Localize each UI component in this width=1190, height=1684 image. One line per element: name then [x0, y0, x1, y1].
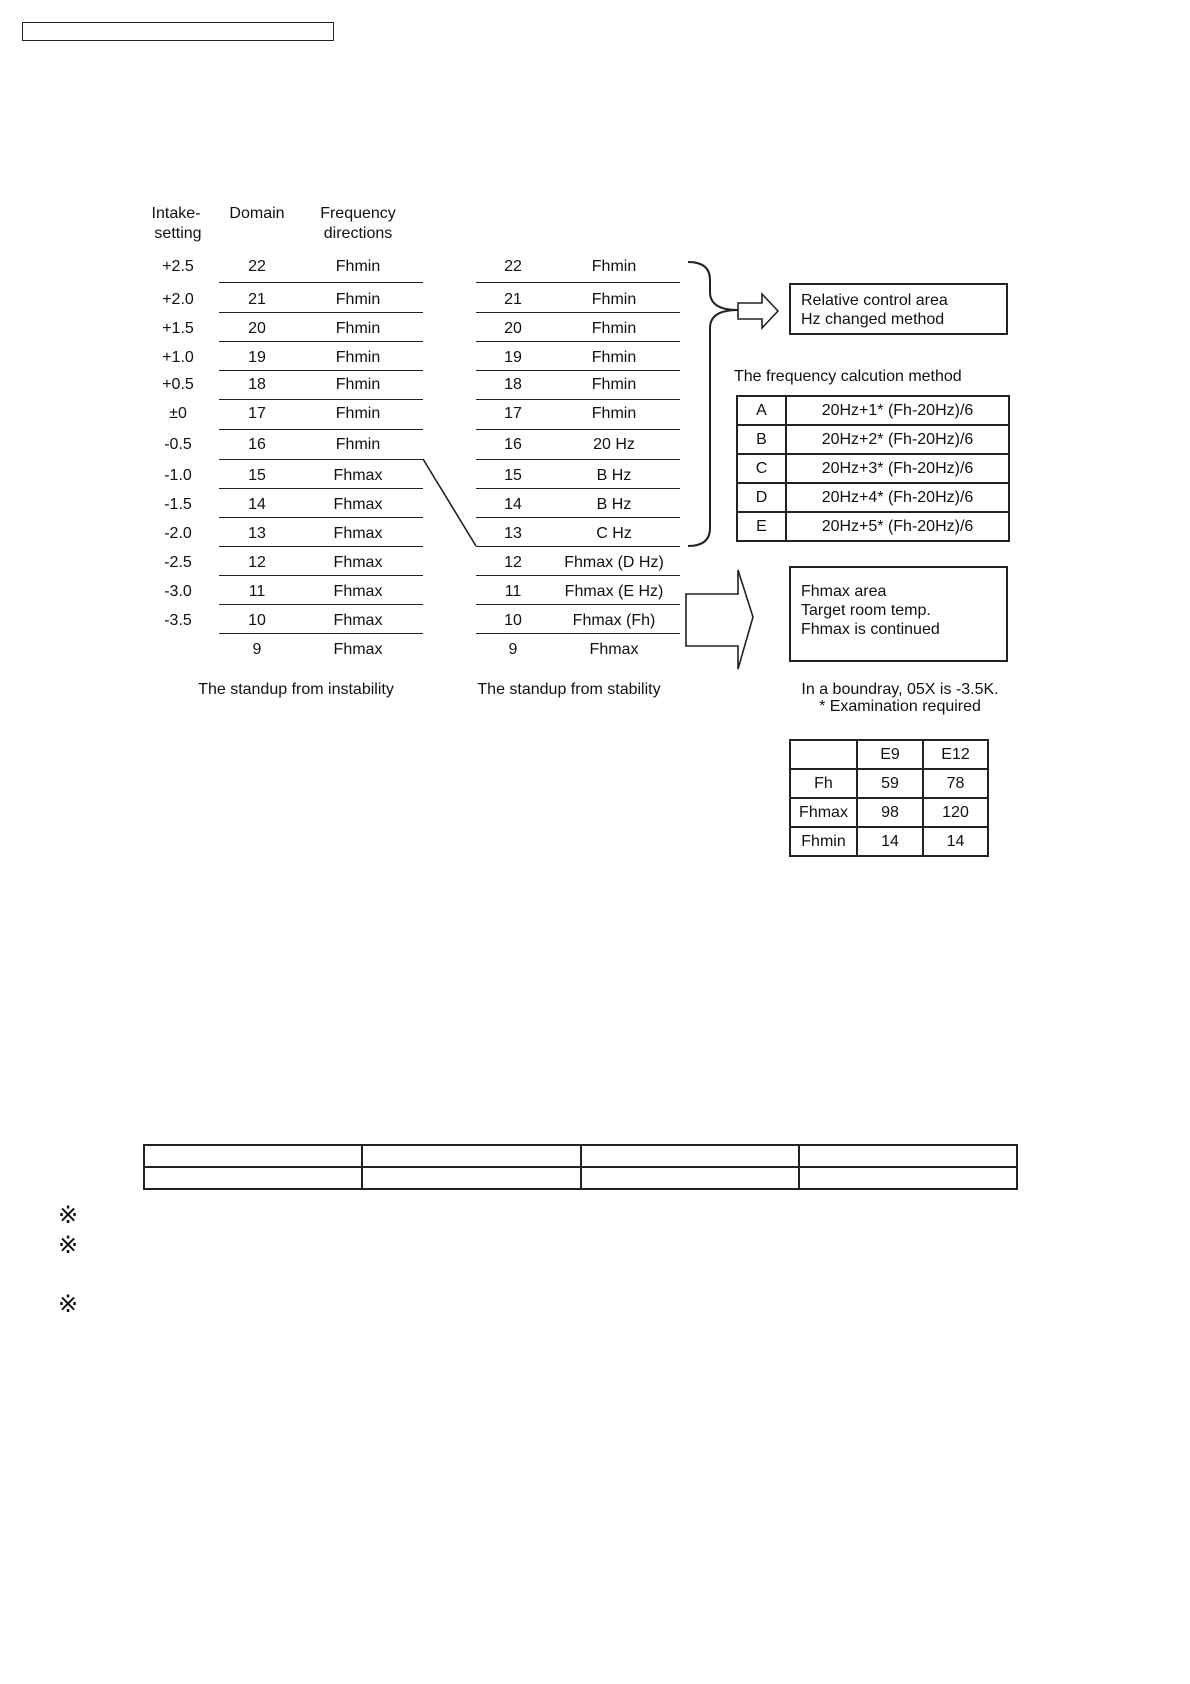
row-setting: +2.0 — [162, 291, 194, 308]
caption-instability: The standup from instability — [198, 681, 394, 698]
row-mid-domain: 20 — [504, 320, 522, 337]
caption-stability: The standup from stability — [477, 681, 661, 698]
arrow-right-icon — [738, 294, 778, 328]
model-header-e9: E9 — [857, 740, 923, 769]
calc-key: C — [737, 454, 786, 483]
row-mid-freq: Fhmin — [591, 376, 637, 393]
row-left-freq: Fhmax — [333, 583, 383, 600]
calc-formula: 20Hz+1* (Fh-20Hz)/6 — [786, 396, 1009, 425]
row-left-freq: Fhmax — [333, 525, 383, 542]
header-intake-line2: setting — [154, 225, 202, 242]
empty-cell — [581, 1167, 799, 1189]
model-value-e9: 14 — [857, 827, 923, 856]
row-mid-freq: B Hz — [596, 496, 632, 513]
row-mid-freq: B Hz — [596, 467, 632, 484]
table-row — [790, 798, 988, 827]
row-setting: +1.0 — [162, 349, 194, 366]
model-value-e9: 98 — [857, 798, 923, 827]
row-mid-domain: 15 — [504, 467, 522, 484]
caption-boundary-line2: * Examination required — [819, 698, 981, 715]
model-value-e12: 120 — [923, 798, 988, 827]
empty-bottom-table — [143, 1144, 1018, 1190]
row-domain: 21 — [248, 291, 266, 308]
row-setting: +1.5 — [162, 320, 194, 337]
fhmax-line3: Fhmax is continued — [801, 621, 940, 638]
header-frequency-line1: Frequency — [320, 205, 396, 222]
row-domain: 9 — [252, 641, 262, 658]
row-mid-freq: C Hz — [596, 525, 632, 542]
relative-control-box — [789, 283, 1008, 335]
table-row — [144, 1145, 1017, 1167]
big-arrow-right-icon — [686, 570, 753, 669]
row-mid-freq: 20 Hz — [593, 436, 635, 453]
calc-formula: 20Hz+2* (Fh-20Hz)/6 — [786, 425, 1009, 454]
row-left-freq: Fhmin — [335, 258, 381, 275]
empty-cell — [362, 1167, 580, 1189]
row-mid-domain: 19 — [504, 349, 522, 366]
calc-key: B — [737, 425, 786, 454]
connector-diagonal-line — [423, 459, 476, 546]
model-table — [789, 739, 989, 857]
row-domain: 22 — [248, 258, 266, 275]
table-row — [737, 425, 1009, 454]
calc-formula: 20Hz+4* (Fh-20Hz)/6 — [786, 483, 1009, 512]
row-left-freq: Fhmax — [333, 467, 383, 484]
row-left-freq: Fhmax — [333, 496, 383, 513]
row-left-freq: Fhmin — [335, 320, 381, 337]
model-value-e12: 14 — [923, 827, 988, 856]
model-header-blank — [790, 740, 857, 769]
row-left-freq: Fhmax — [333, 641, 383, 658]
row-mid-domain: 12 — [504, 554, 522, 571]
header-frequency-line2: directions — [323, 225, 393, 242]
calc-key: D — [737, 483, 786, 512]
row-left-freq: Fhmin — [335, 436, 381, 453]
row-mid-domain: 13 — [504, 525, 522, 542]
model-row-label: Fhmax — [790, 798, 857, 827]
row-left-freq: Fhmin — [335, 349, 381, 366]
row-domain: 15 — [248, 467, 266, 484]
row-setting: +0.5 — [162, 376, 194, 393]
row-mid-freq: Fhmax (D Hz) — [564, 554, 664, 571]
caption-boundary-line1: In a boundray, 05X is -3.5K. — [801, 681, 999, 698]
note-mark-icon: ※ — [58, 1290, 79, 1318]
row-mid-freq: Fhmax — [589, 641, 639, 658]
table-row — [790, 740, 988, 769]
row-mid-freq: Fhmin — [591, 291, 637, 308]
calc-formula: 20Hz+5* (Fh-20Hz)/6 — [786, 512, 1009, 541]
row-domain: 13 — [248, 525, 266, 542]
row-mid-domain: 16 — [504, 436, 522, 453]
header-domain: Domain — [229, 205, 285, 222]
curly-brace — [688, 262, 738, 546]
row-left-freq: Fhmin — [335, 291, 381, 308]
row-mid-domain: 22 — [504, 258, 522, 275]
row-mid-freq: Fhmin — [591, 349, 637, 366]
relative-control-line2: Hz changed method — [801, 311, 945, 328]
row-domain: 17 — [248, 405, 266, 422]
row-mid-domain: 14 — [504, 496, 522, 513]
row-mid-domain: 11 — [504, 583, 522, 600]
row-domain: 10 — [248, 612, 266, 629]
calc-key: A — [737, 396, 786, 425]
row-mid-freq: Fhmax (Fh) — [572, 612, 656, 629]
calc-method-title: The frequency calcution method — [734, 368, 962, 385]
row-mid-domain: 18 — [504, 376, 522, 393]
row-setting: -2.5 — [164, 554, 192, 571]
row-setting: -1.0 — [164, 467, 192, 484]
relative-control-line1: Relative control area — [801, 292, 948, 309]
row-mid-domain: 17 — [504, 405, 522, 422]
model-value-e12: 78 — [923, 769, 988, 798]
row-left-freq: Fhmax — [333, 612, 383, 629]
table-row — [737, 454, 1009, 483]
table-row — [737, 483, 1009, 512]
table-row — [790, 769, 988, 798]
model-row-label: Fhmin — [790, 827, 857, 856]
row-setting: -0.5 — [164, 436, 192, 453]
fhmax-line1: Fhmax area — [801, 583, 887, 600]
empty-cell — [799, 1145, 1017, 1167]
calc-key: E — [737, 512, 786, 541]
row-setting: +2.5 — [162, 258, 194, 275]
row-left-freq: Fhmin — [335, 405, 381, 422]
table-row — [737, 396, 1009, 425]
row-domain: 20 — [248, 320, 266, 337]
row-domain: 11 — [248, 583, 266, 600]
row-mid-freq: Fhmin — [591, 258, 637, 275]
calc-method-table — [736, 395, 1010, 542]
row-setting: ±0 — [169, 405, 187, 422]
fhmax-line2: Target room temp. — [801, 602, 931, 619]
row-left-freq: Fhmax — [333, 554, 383, 571]
row-domain: 19 — [248, 349, 266, 366]
row-domain: 18 — [248, 376, 266, 393]
row-domain: 12 — [248, 554, 266, 571]
row-mid-freq: Fhmin — [591, 320, 637, 337]
row-left-freq: Fhmin — [335, 376, 381, 393]
row-domain: 14 — [248, 496, 266, 513]
note-mark-icon: ※ — [58, 1201, 79, 1229]
row-mid-freq: Fhmax (E Hz) — [564, 583, 664, 600]
header-intake-line1: Intake- — [151, 205, 201, 222]
row-mid-domain: 10 — [504, 612, 522, 629]
empty-cell — [799, 1167, 1017, 1189]
empty-cell — [362, 1145, 580, 1167]
note-mark-icon: ※ — [58, 1231, 79, 1259]
model-value-e9: 59 — [857, 769, 923, 798]
row-domain: 16 — [248, 436, 266, 453]
model-header-e12: E12 — [923, 740, 988, 769]
table-row — [144, 1167, 1017, 1189]
row-setting: -2.0 — [164, 525, 192, 542]
empty-cell — [144, 1167, 362, 1189]
table-row — [790, 827, 988, 856]
row-mid-freq: Fhmin — [591, 405, 637, 422]
row-setting: -3.5 — [164, 612, 192, 629]
row-mid-domain: 9 — [508, 641, 518, 658]
row-mid-domain: 21 — [504, 291, 522, 308]
empty-cell — [144, 1145, 362, 1167]
empty-cell — [581, 1145, 799, 1167]
row-setting: -1.5 — [164, 496, 192, 513]
table-row — [737, 512, 1009, 541]
model-row-label: Fh — [790, 769, 857, 798]
fhmax-area-box — [789, 566, 1008, 662]
calc-formula: 20Hz+3* (Fh-20Hz)/6 — [786, 454, 1009, 483]
row-setting: -3.0 — [164, 583, 192, 600]
